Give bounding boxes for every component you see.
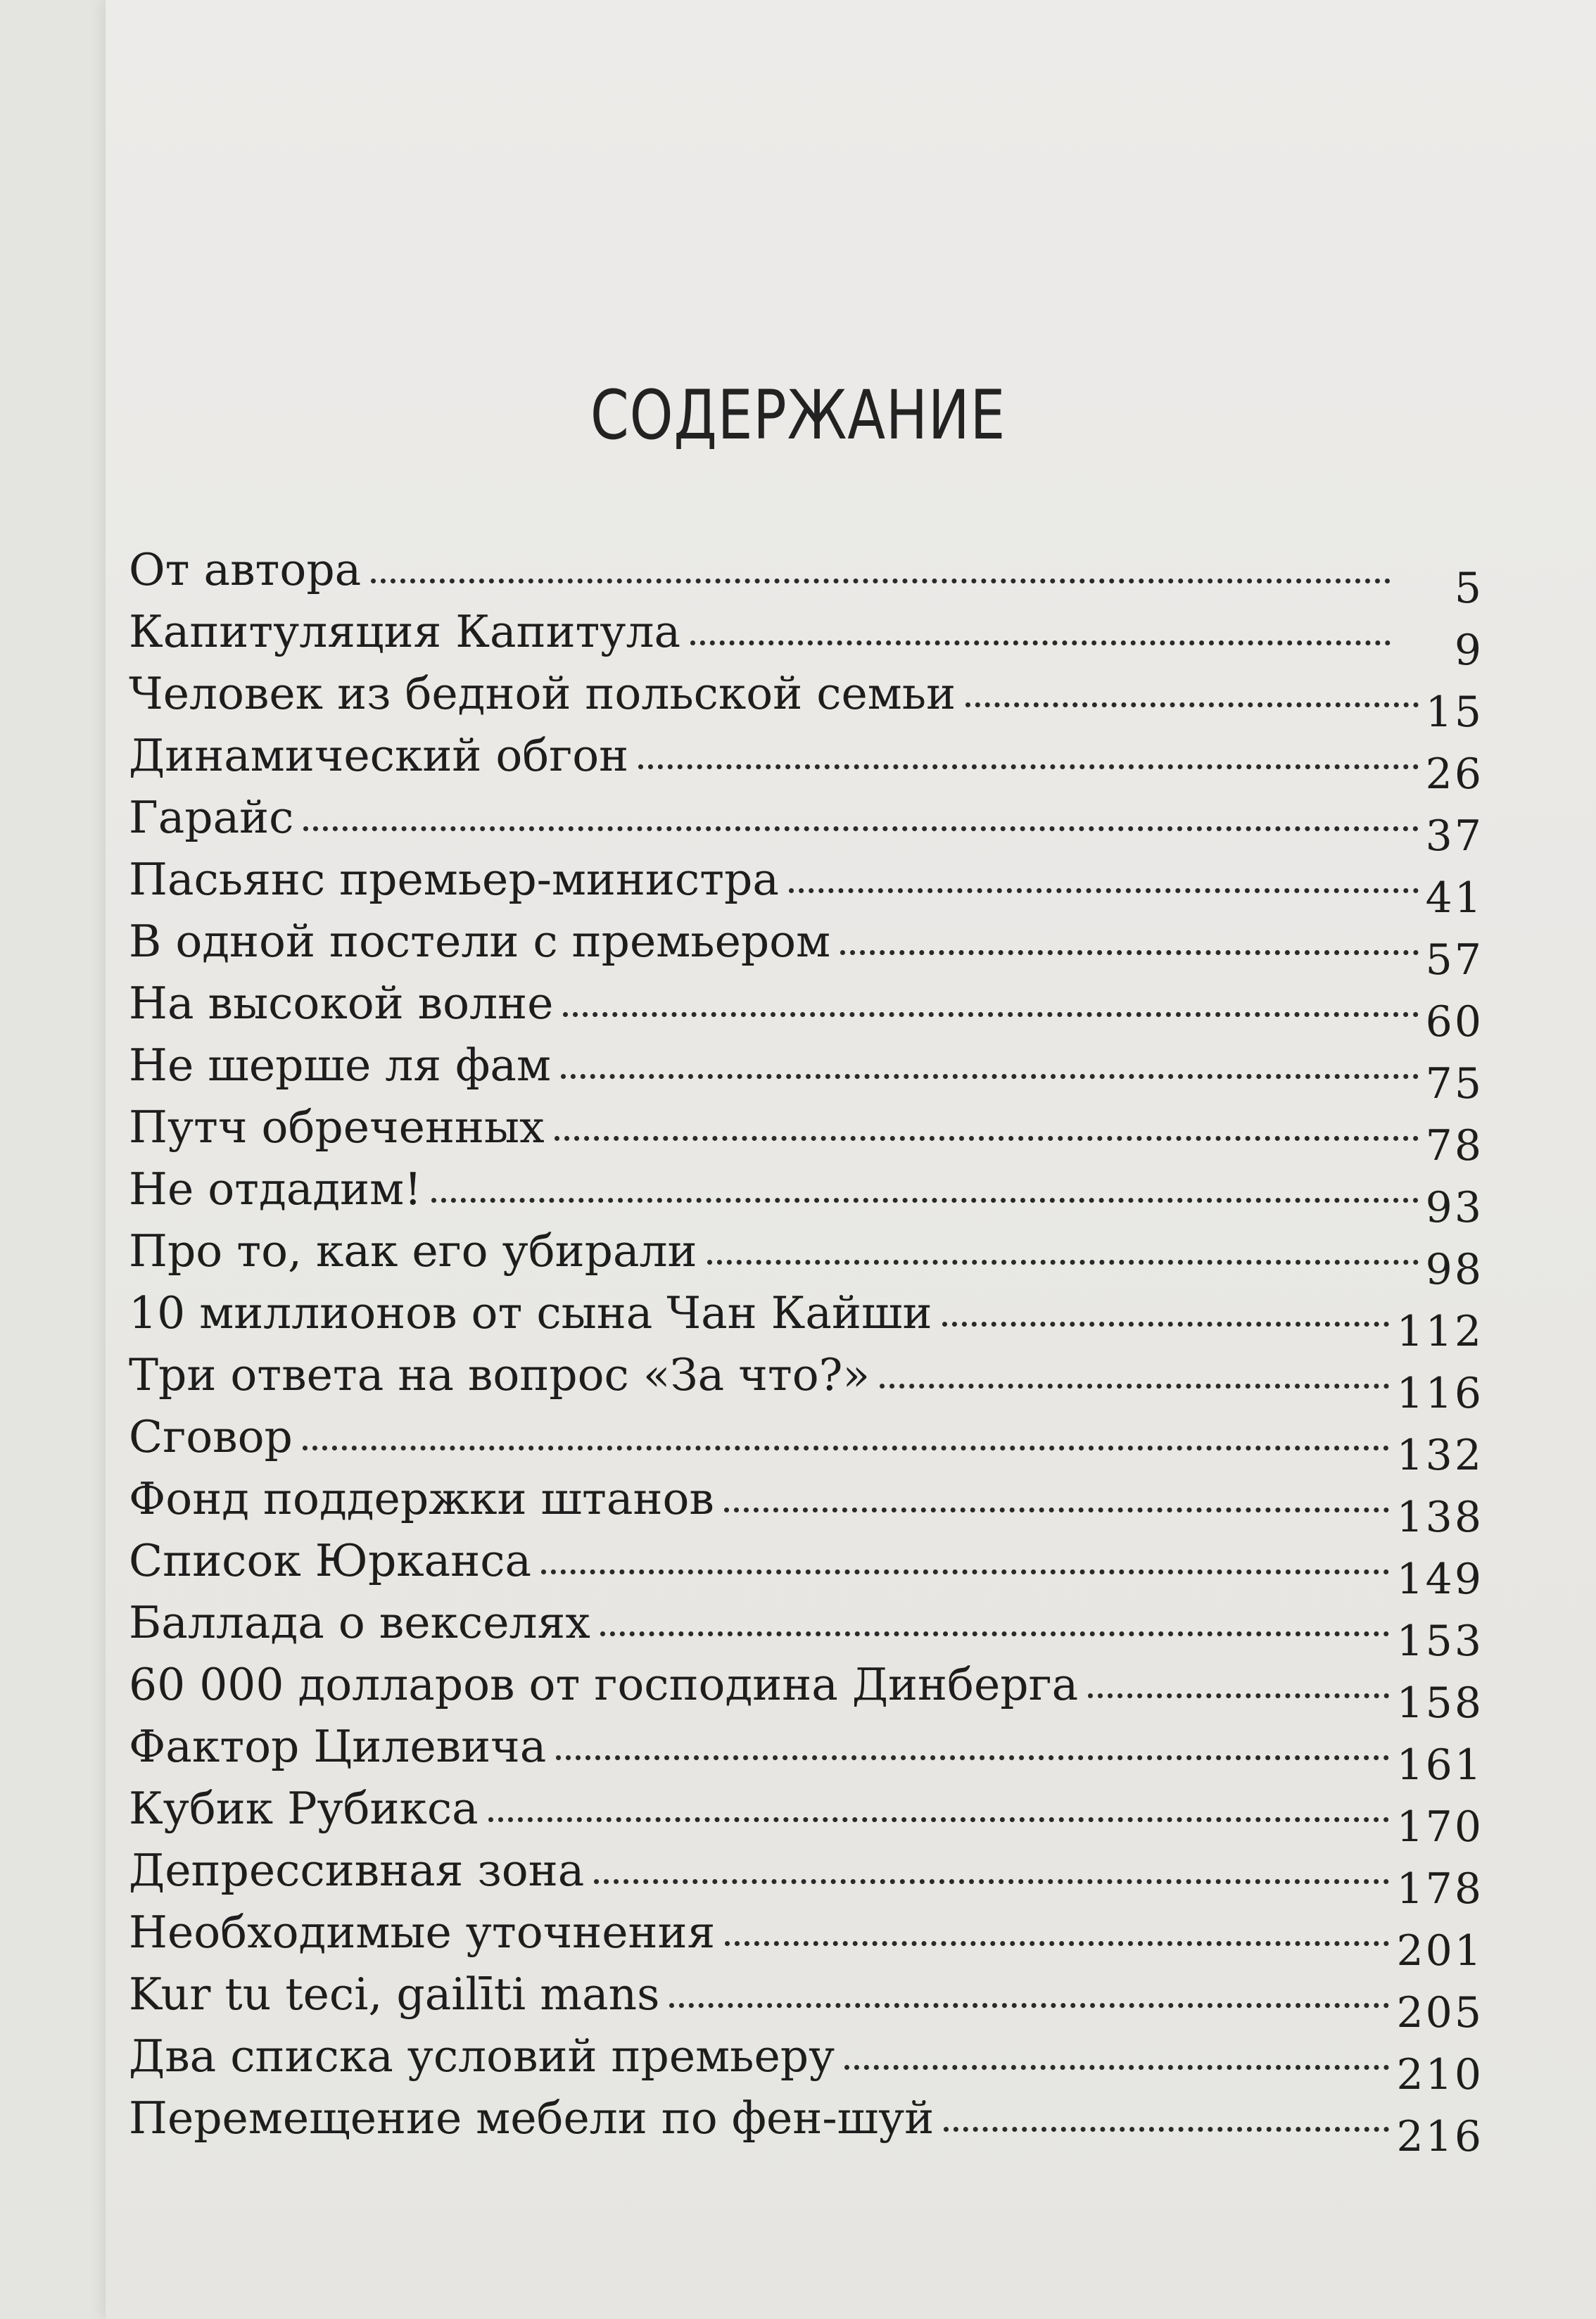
dot-leader — [707, 1253, 1419, 1265]
toc-entry-page-number: 132 — [1396, 1431, 1483, 1480]
toc-entry — [129, 2090, 1483, 2161]
toc-entry-title: В одной постели с премьером — [129, 916, 831, 967]
toc-entry-title: Сговор — [129, 1411, 293, 1462]
page-title: СОДЕРЖАНИЕ — [590, 376, 1006, 455]
toc-entry-page-number: 178 — [1396, 1864, 1483, 1914]
toc-entry-title: Три ответа на вопрос «За что?» — [129, 1349, 870, 1401]
toc-entry-title: От автора — [129, 544, 362, 595]
toc-entry — [129, 1347, 1483, 1418]
toc-entry-page-number: 112 — [1396, 1307, 1483, 1356]
toc-entry-page-number: 98 — [1425, 1245, 1483, 1294]
toc-entry-title: Фактор Цилевича — [129, 1721, 547, 1772]
toc-entry-page-number: 158 — [1396, 1679, 1483, 1728]
toc-entry — [129, 1657, 1483, 1728]
dot-leader — [944, 2120, 1389, 2132]
toc-entry-title: Пасьянс премьер-министра — [129, 854, 779, 905]
toc-entry-title: 10 миллионов от сына Чан Кайши — [129, 1287, 932, 1339]
dot-leader — [724, 1500, 1389, 1512]
toc-entry-page-number: 116 — [1396, 1369, 1483, 1418]
dot-leader — [840, 943, 1419, 955]
dot-leader — [965, 695, 1419, 707]
toc-entry-title: Депрессивная зона — [129, 1845, 585, 1896]
dot-leader — [541, 1562, 1389, 1574]
toc-entry-title: Перемещение мебели по фен-шуй — [129, 2092, 935, 2144]
toc-entry-page-number: 15 — [1425, 688, 1483, 737]
toc-entry-title: 60 000 долларов от господина Динберга — [129, 1659, 1079, 1710]
dot-leader — [669, 1996, 1389, 2008]
toc-entry-page-number: 5 — [1454, 564, 1483, 613]
toc-entry-page-number: 149 — [1396, 1555, 1483, 1604]
toc-entry-page-number: 93 — [1425, 1183, 1483, 1232]
toc-entry-page-number: 75 — [1425, 1059, 1483, 1108]
toc-entry-title: Два списка условий премьеру — [129, 2030, 835, 2082]
dot-leader — [594, 1872, 1389, 1884]
dot-leader — [880, 1377, 1389, 1389]
dot-leader — [371, 571, 1391, 583]
dot-leader — [789, 881, 1419, 893]
dot-leader — [844, 2058, 1389, 2070]
dot-leader — [638, 757, 1419, 769]
toc-entry-title: Динамический обгон — [129, 730, 629, 781]
toc-entry-title: Гарайс — [129, 792, 294, 843]
toc-entry-page-number: 41 — [1425, 873, 1483, 923]
dot-leader — [556, 1748, 1389, 1760]
toc-entry — [129, 1843, 1483, 1914]
toc-entry-page-number: 201 — [1396, 1926, 1483, 1976]
toc-entry-title: Не шерше ля фам — [129, 1040, 551, 1091]
toc-entry — [129, 975, 1483, 1047]
toc-entry — [129, 1409, 1483, 1480]
toc-entry — [129, 1161, 1483, 1232]
toc-entry — [129, 666, 1483, 737]
toc-entry-page-number: 205 — [1396, 1988, 1483, 2037]
toc-entry-title: Кубик Рубикса — [129, 1783, 479, 1834]
toc-entry-title: На высокой волне — [129, 978, 554, 1029]
dot-leader — [725, 1934, 1389, 1946]
toc-entry-page-number: 26 — [1425, 750, 1483, 799]
toc-entry — [129, 1223, 1483, 1294]
toc-entry-page-number: 216 — [1396, 2112, 1483, 2161]
toc-entry — [129, 1037, 1483, 1108]
dot-leader — [488, 1810, 1389, 1822]
toc-entry-title: Человек из бедной польской семьи — [129, 668, 956, 719]
dot-leader — [303, 819, 1419, 831]
toc-entry — [129, 1719, 1483, 1790]
toc-entry — [129, 1471, 1483, 1542]
toc-entry — [129, 604, 1483, 675]
toc-entry-page-number: 60 — [1425, 997, 1483, 1047]
dot-leader — [561, 1067, 1419, 1079]
toc-entry-page-number: 210 — [1396, 2050, 1483, 2099]
dot-leader — [690, 633, 1391, 645]
toc-entry — [129, 1781, 1483, 1852]
toc-entry — [129, 1533, 1483, 1604]
dot-leader — [555, 1129, 1419, 1141]
toc-entry-title: Kur tu teci, gailīti mans — [129, 1969, 660, 2020]
toc-entry — [129, 542, 1483, 613]
dot-leader — [1088, 1686, 1389, 1698]
toc-entry-page-number: 37 — [1425, 811, 1483, 861]
toc-entry — [129, 852, 1483, 923]
dot-leader — [600, 1624, 1389, 1636]
toc-entry — [129, 790, 1483, 861]
toc-entry-title: Необходимые уточнения — [129, 1907, 716, 1958]
toc-entry-title: Список Юрканса — [129, 1535, 532, 1586]
toc-entry-title: Капитуляция Капитула — [129, 606, 681, 657]
toc-entry — [129, 1595, 1483, 1666]
toc-entry-page-number: 138 — [1396, 1493, 1483, 1542]
toc-entry-page-number: 57 — [1425, 935, 1483, 985]
toc-entry — [129, 728, 1483, 799]
toc-entry-page-number: 170 — [1396, 1802, 1483, 1852]
dot-leader — [303, 1439, 1389, 1451]
toc-entry-page-number: 9 — [1454, 626, 1483, 675]
toc-entry — [129, 1099, 1483, 1170]
toc-entry — [129, 1285, 1483, 1356]
toc-entry — [129, 2028, 1483, 2099]
toc-entry — [129, 1904, 1483, 1976]
toc-entry-page-number: 153 — [1396, 1617, 1483, 1666]
dot-leader — [563, 1005, 1419, 1017]
toc-entry — [129, 1966, 1483, 2037]
toc-entry-title: Баллада о векселях — [129, 1597, 590, 1648]
toc-entry-page-number: 78 — [1425, 1121, 1483, 1170]
toc-entry-title: Про то, как его убирали — [129, 1225, 697, 1277]
toc-entry — [129, 914, 1483, 985]
dot-leader — [431, 1191, 1419, 1203]
toc-entry-title: Путч обреченных — [129, 1101, 545, 1153]
dot-leader — [942, 1315, 1389, 1327]
toc-entry-title: Не отдадим! — [129, 1163, 422, 1215]
toc-entry-page-number: 161 — [1396, 1740, 1483, 1790]
toc-entry-title: Фонд поддержки штанов — [129, 1473, 714, 1524]
